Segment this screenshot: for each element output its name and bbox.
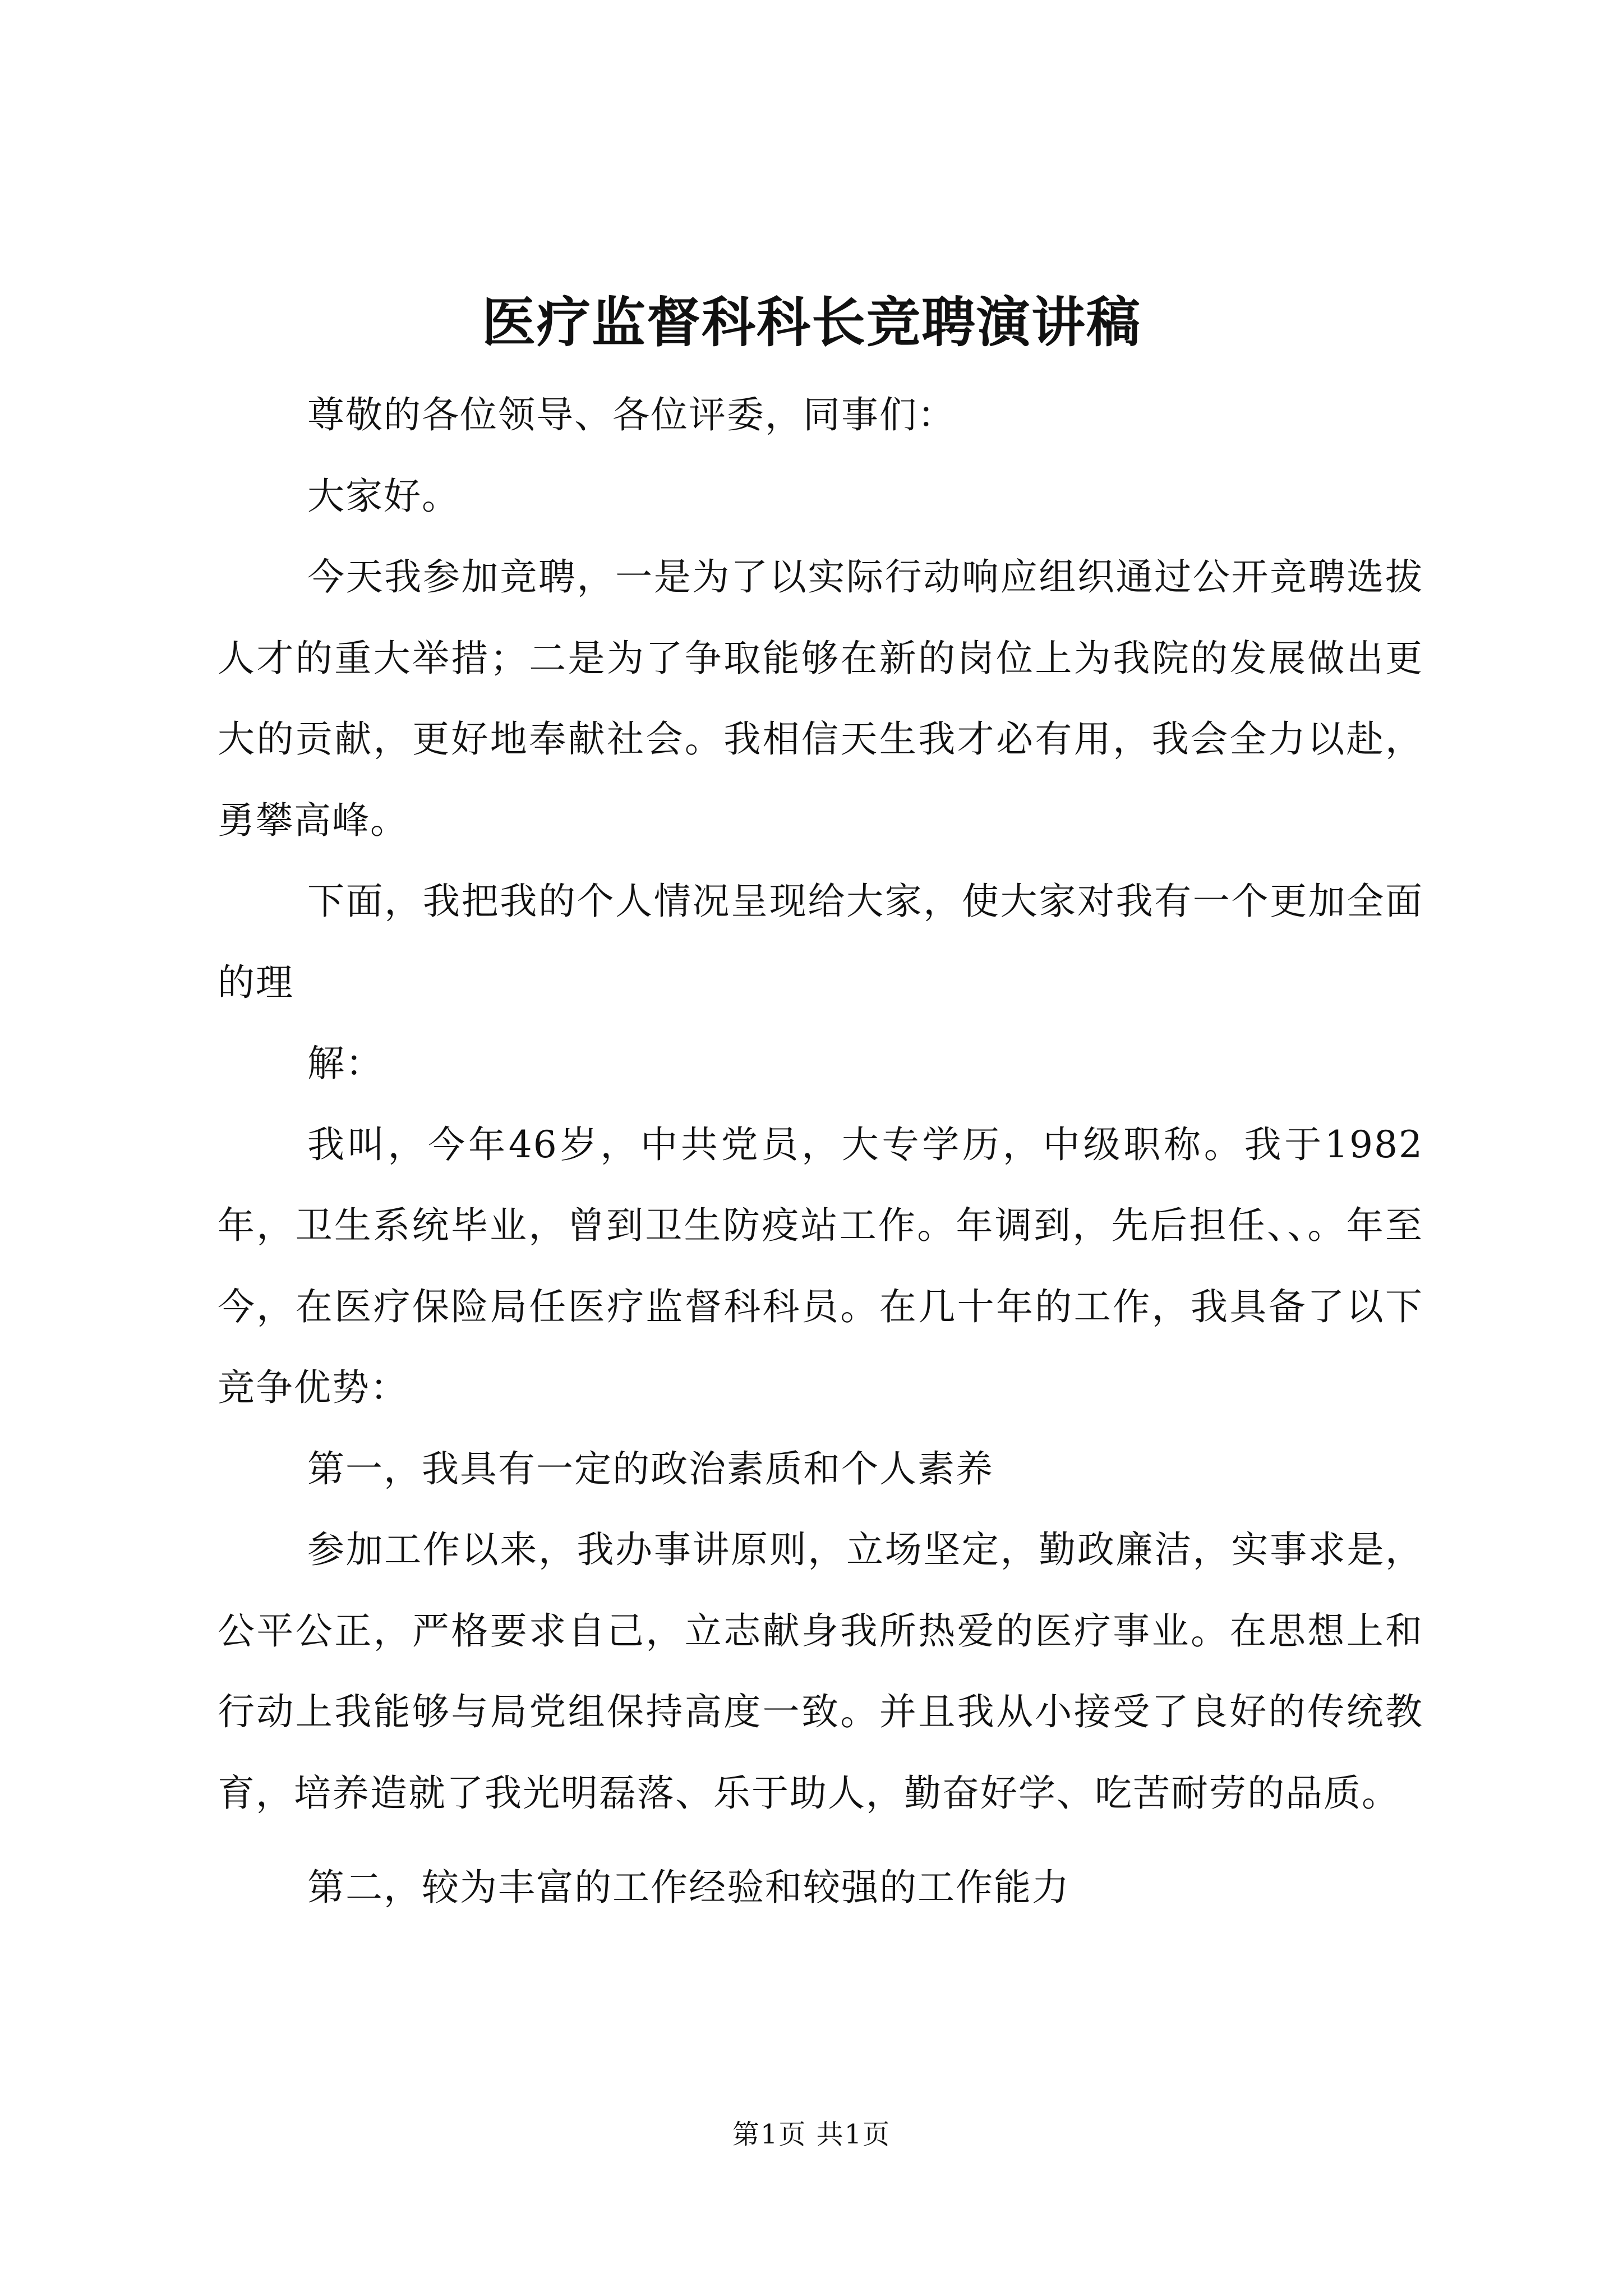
document-body xyxy=(218,375,1423,1929)
body-paragraph: 我叫，今年46岁，中共党员，大专学历，中级职称。我于1982年，卫生系统毕业，曾到卫生防疫站工作。年调到，先后担任、、。年至今，在医疗保险局任医疗监督科科员。在几十年的工作，我具备了以下竞争优势： xyxy=(218,1122,1423,1409)
body-paragraph: 今天我参加竞聘，一是为了以实际行动响应组织通过公开竞聘选拔人才的重大举措；二是为了争取能够在新的岗位上为我院的发展做出更大的贡献，更好地奉献社会。我相信天生我才必有用，我会全力以赴，勇攀高峰。 xyxy=(218,555,1423,842)
greeting-paragraph: 大家好。 xyxy=(307,474,460,518)
section-heading: 第二，较为丰富的工作经验和较强的工作能力 xyxy=(307,1866,1070,1909)
section-heading: 第一，我具有一定的政治素质和个人素养 xyxy=(307,1447,994,1490)
body-paragraph: 解： xyxy=(307,1042,384,1085)
page-footer: 第1页 共1页 xyxy=(732,2119,891,2150)
salutation-paragraph: 尊敬的各位领导、各位评委，同事们： xyxy=(307,393,956,436)
body-paragraph: 下面，我把我的个人情况呈现给大家，使大家对我有一个更加全面的理 xyxy=(218,880,1423,1004)
document-title: 医疗监督科科长竞聘演讲稿 xyxy=(482,291,1141,354)
body-paragraph: 参加工作以来，我办事讲原则，立场坚定，勤政廉洁，实事求是，公平公正，严格要求自己，立志献身我所热爱的医疗事业。在思想上和行动上我能够与局党组保持高度一致。并且我从小接受了良好的传统教育，培养造就了我光明磊落、乐于助人，勤奋好学、吃苦耐劳的品质。 xyxy=(218,1528,1423,1815)
